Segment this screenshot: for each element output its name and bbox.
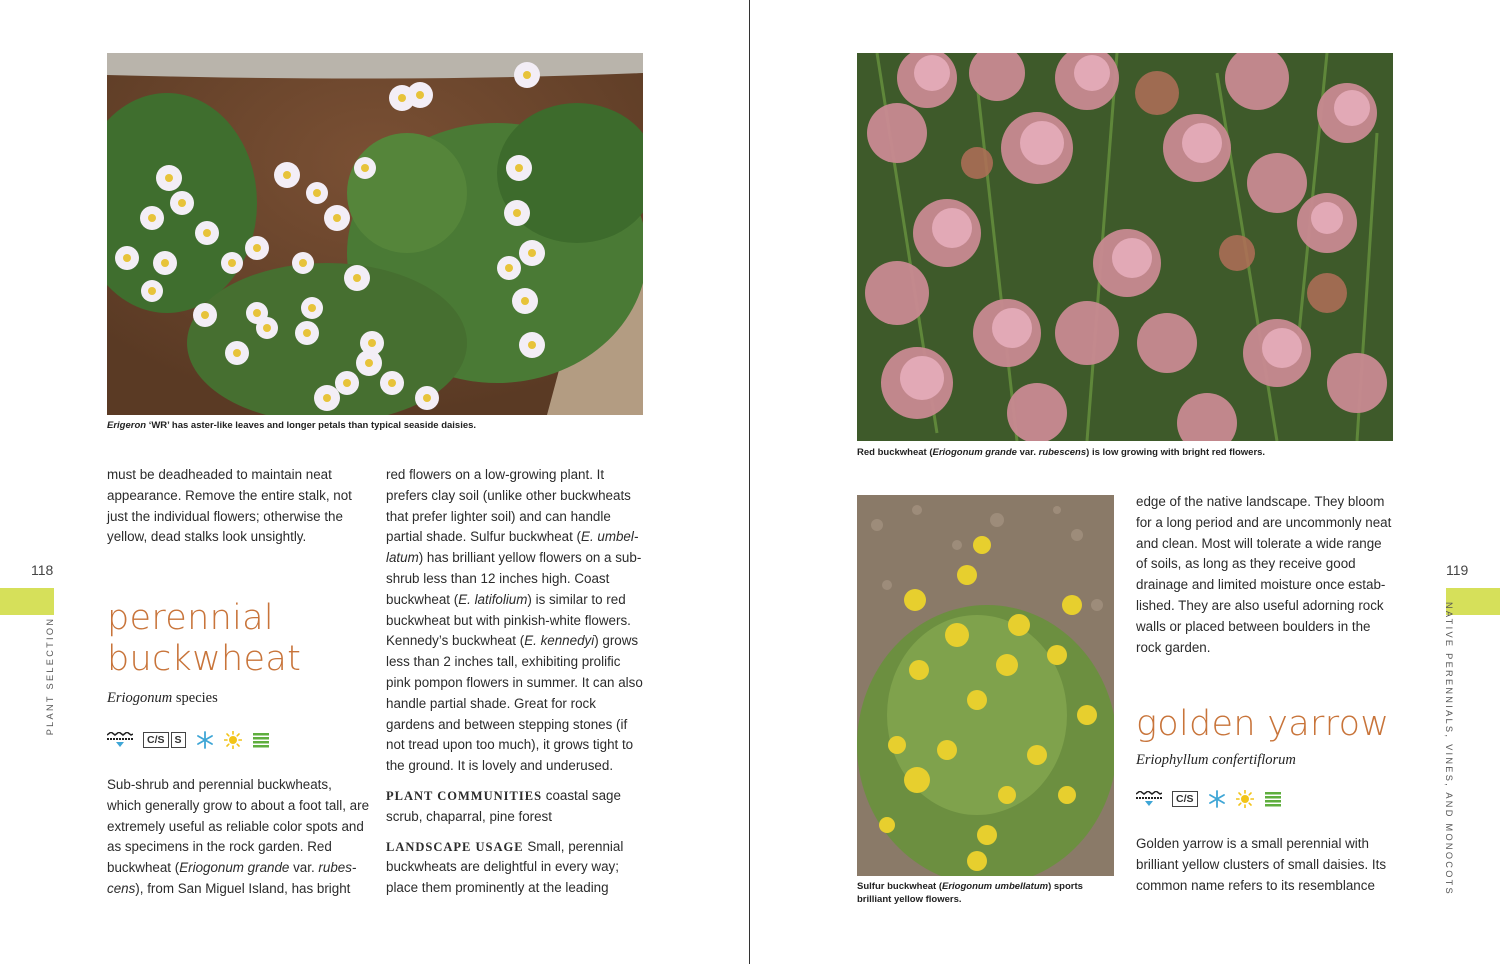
page-number-left: 118 [31, 562, 54, 578]
perennial-buckwheat-heading: perennial buckwheat [107, 598, 302, 679]
sulfur-buckwheat-photo-caption: Sulfur buckwheat (Eriogonum umbellatum) sports brilliant yellow flowers. [857, 881, 1083, 905]
snowflake-icon [196, 731, 214, 749]
buckwheat-species-name: Eriogonum species [107, 690, 218, 706]
right-column-bottom-text: Golden yarrow is a small perennial with brilliant yellow clusters of small daisies. Its common name refers to its resemblance [1136, 836, 1387, 893]
terrain-icon [107, 732, 133, 748]
sun-icon [224, 731, 242, 749]
cs-badge: C/S [1172, 791, 1198, 807]
page-number-right: 119 [1446, 562, 1469, 578]
left-column1-bottom-text: Sub-shrub and perennial buckwheats, which generally grow to about a foot tall, are extremely useful as reliable color spots and as specimens in the rock garden. Red buckwheat (Eriogonum grande var. rubes-cens), from San Miguel Island, has bright [107, 777, 370, 896]
side-label-left: PLANT SELECTION [45, 616, 55, 736]
golden-yarrow-heading: golden yarrow [1136, 704, 1390, 744]
side-label-right: NATIVE PERENNIALS, VINES, AND MONOCOTS [1444, 602, 1454, 896]
buckwheat-attribute-icons [107, 730, 270, 750]
water-lines-icon [1264, 791, 1282, 807]
section-tab-right [1446, 588, 1500, 615]
landscape-usage-label: LANDSCAPE USAGE [386, 839, 524, 854]
left-column1-top-text: must be deadheaded to maintain neat appearance. Remove the entire stalk, not just the individual flowers; otherwise the yellow, dead stalks look unsightly. [107, 467, 352, 545]
red-buckwheat-photo-caption: Red buckwheat (Eriogonum grande var. rubescens) is low growing with bright red flowers. [857, 447, 1266, 458]
plant-communities-label: PLANT COMMUNITIES [386, 788, 543, 803]
water-lines-icon [252, 732, 270, 748]
s-badge: S [171, 732, 186, 748]
section-tab-left [0, 588, 54, 615]
sulfur-buckwheat-photo [857, 495, 1114, 876]
sun-icon [1236, 790, 1254, 808]
book-spine [749, 0, 750, 964]
right-column-top-text: edge of the native landscape. They bloom for a long period and are uncommonly neat and clean. Most will tolerate a wide range of soils, as long as they receive good drainage and limited moisture once estab-lished. They are also useful adorning rock walls or placed between boulders in the rock garden. [1136, 494, 1392, 655]
terrain-icon [1136, 791, 1162, 807]
cs-badge: C/S [143, 732, 169, 748]
erigeron-daisy-photo [107, 53, 643, 415]
golden-yarrow-species-name: Eriophyllum confertiflorum [1136, 752, 1296, 768]
red-buckwheat-photo [857, 53, 1393, 441]
left-column2-text: red flowers on a low-growing plant. It prefers clay soil (unlike other buckwheats that prefer lighter soil) and can handle partial shade. Sulfur buckwheat (E. umbel-latum) has brilliant yellow flowers on a sub-shrub less than 12 inches high. Coast buckwheat (E. latifolium) is similar to red buckwheat but with pinkish-white flowers. Kennedy’s buckwheat (E. kennedyi) grows less than 2 inches tall, exhibiting prolific pink pompon flowers in summer. It can also handle partial shade. Great for rock gardens and between stepping stones (if not tread upon too much), it grows tight to the ground. It is lovely and underused. PLANT COMMUNITIES coastal sage scrub, chaparral, pine forest LANDSCAPE USAGE Small, perennial buckwheats are delightful in every way; place them prominently at the leading [386, 467, 643, 896]
erigeron-photo-caption: Erigeron ‘WR’ has aster-like leaves and longer petals than typical seaside daisies. [107, 420, 477, 431]
snowflake-icon [1208, 790, 1226, 808]
golden-yarrow-attribute-icons [1136, 789, 1282, 809]
